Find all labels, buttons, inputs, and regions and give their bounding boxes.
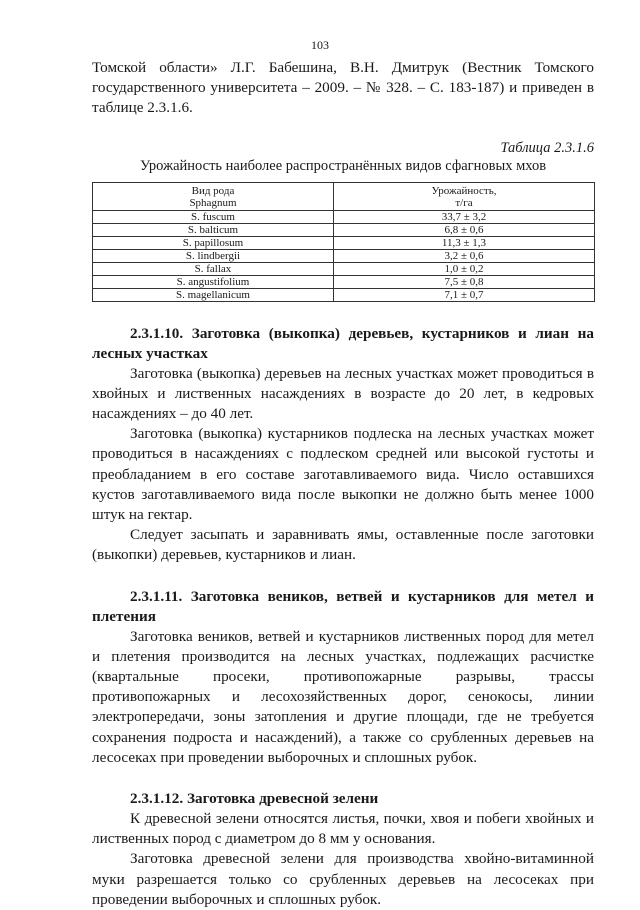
table-row [93, 275, 595, 288]
yield-cell: 33,7 ± 3,2 [333, 210, 594, 223]
species-cell: S. fallax [93, 262, 334, 275]
intro-paragraph: Томской области» Л.Г. Бабешина, В.Н. Дмитрук (Вестник Томского государственного университета – 2009. – № 328. – С. 183-187) и приведен в таблице 2.3.1.6. [92, 59, 594, 117]
yield-cell: 7,5 ± 0,8 [333, 275, 594, 288]
section-2-3-1-12 [92, 789, 594, 910]
yield-cell: 6,8 ± 0,6 [333, 223, 594, 236]
header-species-line2: Sphagnum [189, 196, 237, 209]
section-paragraph: Заготовка древесной зелени для производства хвойно-витаминной муки разрешается только со срубленных деревьев на лесосеках при проведении выборочных и сплошных рубок. [92, 850, 594, 908]
section-2-3-1-10 [92, 324, 594, 566]
species-cell: S. magellanicum [93, 288, 334, 301]
species-cell: S. lindbergii [93, 249, 334, 262]
section-heading: 2.3.1.12. Заготовка древесной зелени [130, 790, 379, 808]
species-cell: S. balticum [93, 223, 334, 236]
page-content [92, 58, 594, 910]
header-yield [333, 182, 594, 210]
table-caption: Таблица 2.3.1.6 [500, 139, 594, 156]
table-row [93, 249, 595, 262]
table-row [93, 223, 595, 236]
header-yield-line2: т/га [455, 196, 473, 209]
header-yield-line1: Урожайность, [431, 184, 497, 197]
section-paragraph: Заготовка (выкопка) кустарников подлеска на лесных участках может проводиться в насаждениях с подлеском средней или высокой густоты и преобладанием в его составе заготавливаемого вида. Число оставшихся кустов заготавливаемого вида после выкопки не должно быть менее 1000 штук на гектар. [92, 425, 594, 524]
section-heading: 2.3.1.11. Заготовка веников, ветвей и кустарников для метел и плетения [92, 587, 594, 625]
table-row [93, 262, 595, 275]
table-header-row [93, 182, 595, 210]
section-paragraph: Заготовка (выкопка) деревьев на лесных участках может проводиться в хвойных и лиственных насаждениях в возрасте до 20 лет, в кедровых насаждениях – до 40 лет. [92, 364, 594, 423]
species-cell: S. fuscum [93, 210, 334, 223]
yield-cell: 7,1 ± 0,7 [333, 288, 594, 301]
section-heading: 2.3.1.10. Заготовка (выкопка) деревьев, кустарников и лиан на лесных участках [92, 324, 594, 362]
header-species [93, 182, 334, 210]
table-row [93, 236, 595, 249]
table-title: Урожайность наиболее распространённых видов сфагновых мхов [139, 157, 547, 174]
yield-cell: 3,2 ± 0,6 [333, 249, 594, 262]
species-cell: S. angustifolium [93, 275, 334, 288]
species-cell: S. papillosum [93, 236, 334, 249]
yield-cell: 1,0 ± 0,2 [333, 262, 594, 275]
table-row [93, 288, 595, 301]
section-paragraph: Следует засыпать и заравнивать ямы, оставленные после заготовки (выкопки) деревьев, кустарников и лиан. [92, 526, 594, 564]
yield-cell: 11,3 ± 1,3 [333, 236, 594, 249]
table-row [93, 210, 595, 223]
page-number: 103 [311, 38, 329, 52]
section-paragraph: К древесной зелени относятся листья, почки, хвоя и побеги хвойных и лиственных пород с диаметром до 8 мм у основания. [92, 810, 594, 848]
section-2-3-1-11 [92, 587, 594, 768]
yield-table [92, 182, 595, 302]
header-species-line1: Вид рода [191, 184, 235, 197]
section-paragraph: Заготовка веников, ветвей и кустарников лиственных пород для метел и плетения производится на лесных участках, подлежащих расчистке (квартальные просеки, противопожарные разрывы, трассы противопожарных и лесохозяйственных дорог, сенокосы, линии электропередачи, зоны затопления и другие площади, где не требуется сохранения подроста и насаждений), а также со срубленных деревьев на лесосеках при проведении выборочных и сплошных рубок. [92, 627, 594, 766]
